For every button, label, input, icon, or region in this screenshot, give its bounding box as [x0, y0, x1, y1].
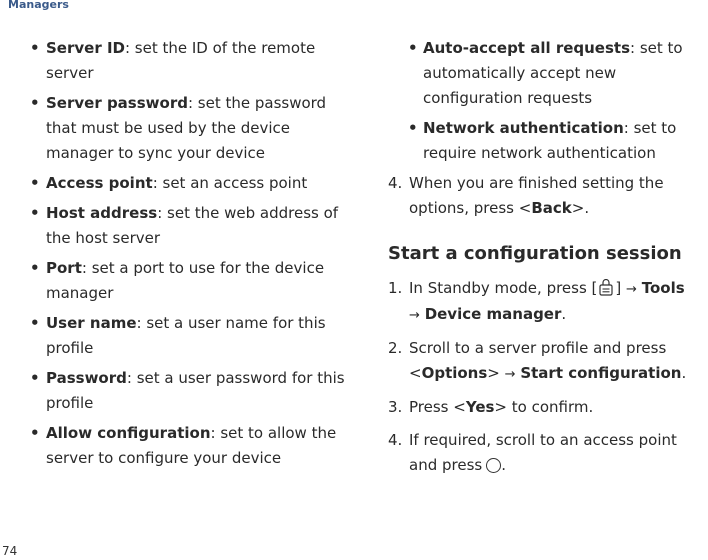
bullet-icon: • [30, 94, 40, 112]
step-number: 1. [388, 279, 403, 297]
step-text-mid: ] [615, 279, 627, 297]
bullet-item [30, 256, 350, 306]
menu-device-manager: Device manager [424, 305, 562, 323]
step-text-mid: > [487, 364, 505, 382]
step-number: 4. [388, 431, 403, 449]
step-text-end: . [501, 456, 506, 474]
setting-description: : set a user name for this profile [46, 314, 326, 357]
step-text: In Standby mode, press [ [409, 279, 598, 297]
bullet-icon: • [30, 424, 40, 442]
config-step-1 [388, 276, 706, 328]
bullet-item [30, 91, 350, 166]
setting-description: : set the ID of the remote server [46, 39, 316, 82]
bullet-icon: • [30, 314, 40, 332]
bullet-icon: • [30, 369, 40, 387]
setting-description: : set the web address of the host server [46, 204, 339, 247]
menu-start-configuration: Start configuration [520, 364, 682, 382]
bullet-item [408, 36, 706, 111]
bullet-icon: • [30, 204, 40, 222]
step-number: 2. [388, 339, 403, 357]
setting-description: : set to automatically accept new configuration requests [423, 39, 683, 107]
back-key-label: Back [531, 199, 572, 217]
bullet-icon: • [408, 39, 418, 57]
yes-key-label: Yes [465, 398, 495, 416]
setting-description: : set a port to use for the device manager [46, 259, 325, 302]
section-heading: Start a configuration session [388, 243, 682, 264]
step-text: Scroll to a server profile and press < [409, 339, 667, 382]
setting-description: : set an access point [152, 174, 308, 192]
setting-term: Password [46, 369, 127, 387]
config-step-2 [388, 336, 706, 387]
bullet-item [30, 201, 350, 251]
settings-list [30, 36, 350, 471]
bullet-icon: • [30, 39, 40, 57]
bullet-item [30, 171, 350, 196]
confirm-key-icon [486, 458, 501, 473]
step-text: When you are finished setting the options, press < [409, 174, 664, 217]
section-title: Managers [8, 0, 69, 11]
right-column [388, 36, 706, 480]
setting-term: Auto-accept all requests [423, 39, 631, 57]
menu-key-icon [598, 279, 614, 297]
step-number: 3. [388, 398, 403, 416]
config-step-3 [388, 395, 706, 420]
arrow-icon: → [626, 282, 637, 297]
step-text: Press < [409, 398, 466, 416]
bullet-item [30, 36, 350, 86]
bullet-icon: • [30, 259, 40, 277]
bullet-icon: • [30, 174, 40, 192]
arrow-icon: → [504, 367, 516, 382]
arrow-icon: → [409, 308, 420, 323]
step-number: 4. [388, 174, 403, 192]
step-text-end: . [561, 305, 567, 323]
bullet-item [30, 311, 350, 361]
setting-term: Allow configuration [46, 424, 211, 442]
bullet-icon: • [408, 119, 418, 137]
options-key-label: Options [421, 364, 488, 382]
setting-term: Host address [46, 204, 158, 222]
bullet-item [408, 116, 706, 166]
setting-term: User name [46, 314, 137, 332]
menu-tools: Tools [641, 279, 685, 297]
step-finish-settings [388, 171, 706, 221]
setting-term: Access point [46, 174, 153, 192]
step-text: If required, scroll to an access point and press [409, 431, 677, 474]
setting-description: : set a user password for this profile [46, 369, 345, 412]
settings-list-continued [388, 36, 706, 166]
left-column [30, 36, 350, 476]
setting-term: Server password [46, 94, 188, 112]
page-number: 74 [2, 544, 18, 558]
setting-term: Network authentication [423, 119, 624, 137]
step-text-end: > to confirm. [494, 398, 594, 416]
step-text-end: . [681, 364, 687, 382]
config-step-4 [388, 428, 706, 478]
bullet-item [30, 421, 350, 471]
setting-term: Server ID [46, 39, 125, 57]
setting-description: : set the password that must be used by the device manager to sync your device [46, 94, 327, 162]
setting-term: Port [46, 259, 82, 277]
section-header [0, 0, 708, 14]
setting-description: : set to require network authentication [423, 119, 677, 162]
bullet-item [30, 366, 350, 416]
step-text-end: >. [571, 199, 590, 217]
setting-description: : set to allow the server to configure your device [46, 424, 337, 467]
